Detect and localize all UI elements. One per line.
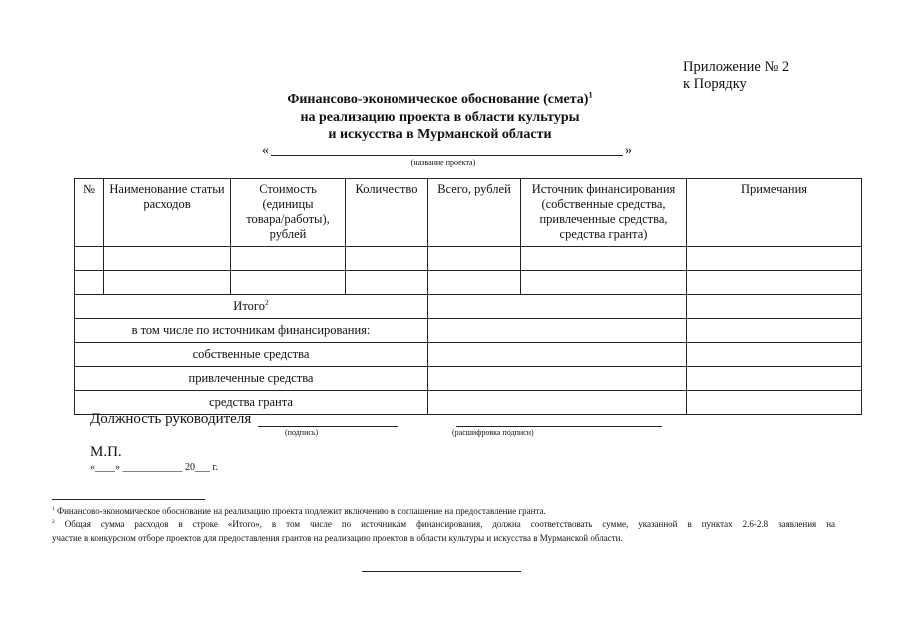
appendix-number: Приложение № 2 — [683, 59, 790, 75]
total-amount-cell — [428, 295, 687, 319]
title-footnote-mark: 1 — [588, 90, 593, 100]
total-row — [75, 295, 862, 319]
footnote-1-mark: 1 — [52, 506, 55, 512]
source-label-cell: средства гранта — [75, 391, 428, 415]
header-total: Всего, рублей — [428, 179, 521, 247]
table-cell — [687, 247, 862, 271]
source-label-cell: привлеченные средства — [75, 367, 428, 391]
source-amount-cell — [428, 391, 687, 415]
header-number: № — [75, 179, 104, 247]
table-cell — [521, 271, 687, 295]
bottom-divider — [362, 571, 521, 572]
source-row-own-funds — [75, 343, 862, 367]
source-notes-cell — [687, 343, 862, 367]
header-quantity: Количество — [346, 179, 428, 247]
table-cell — [75, 271, 104, 295]
budget-table — [74, 178, 862, 415]
source-row-attracted-funds — [75, 367, 862, 391]
appendix-header — [683, 59, 789, 93]
title-line-1 — [240, 91, 640, 109]
appendix-reference: к Порядку — [683, 76, 747, 92]
table-cell — [231, 247, 346, 271]
header-funding-source: Источник финансирования (собственные средства, привлеченные средства, средства гранта) — [521, 179, 687, 247]
header-unit-cost: Стоимость (единицы товара/работы), рублей — [231, 179, 346, 247]
close-quote: » — [625, 143, 632, 158]
document-title — [240, 91, 640, 144]
total-footnote-mark: 2 — [264, 297, 269, 307]
footnote-1 — [52, 505, 546, 517]
title-line-1-text: Финансово-экономическое обоснование (смета) — [287, 92, 589, 107]
sources-heading-cell: в том числе по источникам финансирования: — [75, 319, 428, 343]
project-name-caption: (название проекта) — [410, 158, 476, 167]
table-cell — [521, 247, 687, 271]
table-cell — [687, 271, 862, 295]
table-header-row — [75, 179, 862, 247]
table-cell — [346, 271, 428, 295]
name-decoding-caption: (расшифровка подписи) — [452, 428, 534, 437]
project-name-blank — [271, 144, 623, 156]
title-line-2: на реализацию проекта в области культуры — [300, 109, 580, 125]
sources-heading-notes-cell — [687, 319, 862, 343]
table-cell — [75, 247, 104, 271]
total-label-cell — [75, 295, 428, 319]
table-row — [75, 271, 862, 295]
table-cell — [104, 271, 231, 295]
table-cell — [428, 247, 521, 271]
footnote-2-line-1 — [52, 518, 835, 530]
signature-blank — [258, 426, 398, 427]
open-quote: « — [262, 143, 269, 158]
source-amount-cell — [428, 367, 687, 391]
table-cell — [104, 247, 231, 271]
table-cell — [346, 247, 428, 271]
name-decoding-blank — [456, 426, 662, 427]
footnote-2-text-1: Общая сумма расходов в строке «Итого», в том числе по источникам финансирования, должна соответствовать сумме, указанной в пунктах 2.6-2.8 заявления на — [64, 519, 836, 529]
table-row — [75, 247, 862, 271]
footnote-1-text: Финансово-экономическое обоснование на реализацию проекта подлежит включению в соглашение на предоставление гранта. — [56, 506, 546, 516]
source-label-cell: собственные средства — [75, 343, 428, 367]
title-line-3: и искусства в Мурманской области — [328, 127, 552, 142]
header-notes: Примечания — [687, 179, 862, 247]
project-name-field — [262, 143, 632, 159]
seal-label: М.П. — [90, 444, 122, 460]
source-amount-cell — [428, 343, 687, 367]
sources-heading-amount-cell — [428, 319, 687, 343]
total-notes-cell — [687, 295, 862, 319]
position-label: Должность руководителя — [90, 411, 252, 427]
header-item-name: Наименование статьи расходов — [104, 179, 231, 247]
date-line: «____» ____________ 20___ г. — [90, 462, 218, 473]
footnote-2-line-2: участие в конкурсном отборе проектов для предоставления грантов на реализацию проектов в области культуры и искусства в Мурманской области. — [52, 533, 623, 543]
table-cell — [231, 271, 346, 295]
footnote-separator — [52, 499, 205, 500]
total-label: Итого — [233, 299, 265, 313]
source-notes-cell — [687, 367, 862, 391]
signature-caption: (подпись) — [285, 428, 319, 437]
table-cell — [428, 271, 521, 295]
sources-heading-row — [75, 319, 862, 343]
source-notes-cell — [687, 391, 862, 415]
footnote-2-mark: 2 — [52, 519, 55, 525]
